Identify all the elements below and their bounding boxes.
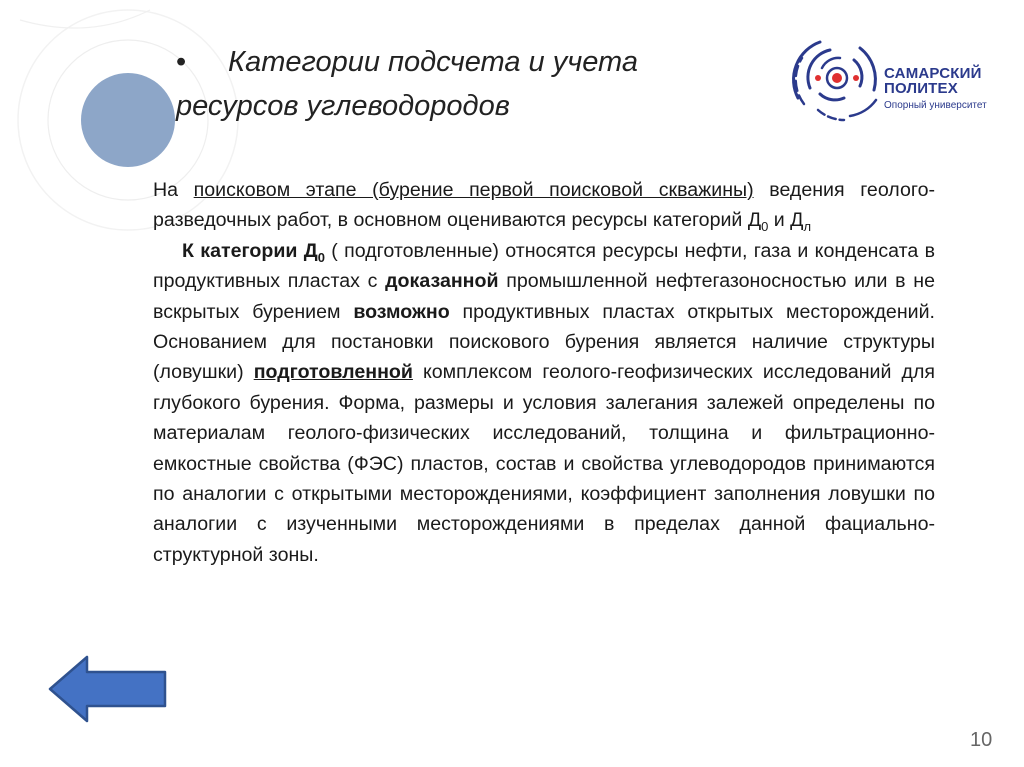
accent-circle — [81, 73, 175, 167]
p2-text-4: комплексом геолого-геофизических исследований для глубокого бурения. Форма, размеры и условия залегания залежей определены по материалам геолого-физических исследований, толщина и фильтрационно-емкостные свойства (ФЭС) пластов, состав и свойства углеводородов принимаются по аналогии с открытыми месторождениями, коэффициент заполнения ловушки по аналогии с изученными месторождениями в пределах данной фациально-структурной зоны. — [153, 361, 935, 566]
logo-line-1: САМАРСКИЙ — [884, 65, 982, 82]
back-arrow-icon[interactable] — [47, 654, 169, 724]
p2-text-1: ( подготовленные) относятся ресурсы нефти, газа и конденсата в продуктивных пластах с — [153, 239, 935, 293]
paragraph-2 — [153, 236, 935, 570]
logo-emblem-icon — [790, 28, 885, 128]
p2-text-2: промышленной нефтегазоносностью или в не вскрытых бурением — [153, 270, 935, 323]
p2-text-3: продуктивных пластах открытых месторождений. Основанием для постановки поискового бурения является наличие структуры (ловушки) — [153, 300, 935, 384]
title-bullet: • — [176, 46, 187, 78]
p2-subscript: 0 — [317, 249, 325, 265]
p1-text-2: ведения геолого-разведочных работ, в основном оцениваются ресурсы категорий Д — [153, 179, 935, 232]
p2-bold-proven: доказанной — [385, 270, 499, 293]
p1-text-3: и Д — [768, 209, 804, 232]
title-line-2: ресурсов углеводородов — [176, 90, 510, 122]
body-text — [153, 175, 935, 570]
p1-subscript-2: л — [803, 219, 812, 235]
logo-text — [884, 66, 982, 96]
p2-bold-prepared: подготовленной — [253, 361, 413, 384]
logo-line-2: ПОЛИТЕХ — [884, 80, 958, 97]
p2-bold-possible: возможно — [353, 300, 450, 323]
p1-subscript-1: 0 — [761, 219, 769, 235]
title-line-1: Категории подсчета и учета — [228, 46, 638, 78]
university-logo — [790, 28, 1000, 128]
p2-category-heading: К категории Д — [182, 239, 318, 262]
page-number: 10 — [970, 729, 993, 751]
slide-title — [176, 40, 696, 128]
logo-subtitle: Опорный университет — [884, 100, 987, 111]
paragraph-1 — [153, 175, 935, 236]
p1-underlined-phrase: поисковом этапе (бурение первой поисковой скважины) — [193, 179, 754, 201]
p1-text-1: На — [153, 179, 194, 201]
